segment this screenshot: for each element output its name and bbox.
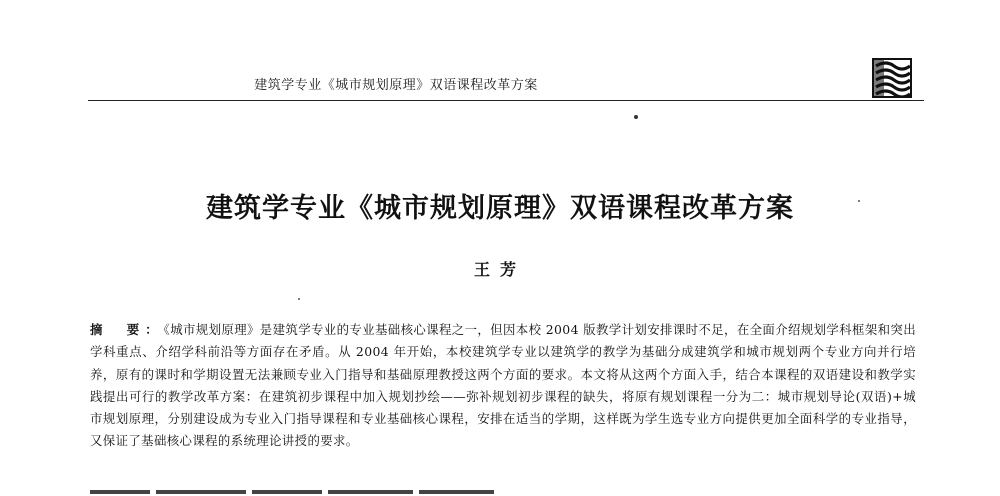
article-title: 建筑学专业《城市规划原理》双语课程改革方案 [206, 193, 794, 224]
scan-speck [298, 298, 300, 300]
journal-logo-icon [872, 58, 912, 98]
abstract-label: 摘 要： [90, 322, 164, 337]
cut-off-keywords-line [90, 486, 510, 496]
abstract [90, 319, 916, 453]
running-header: 建筑学专业《城市规划原理》双语课程改革方案 [254, 78, 538, 93]
header-rule [88, 100, 924, 101]
author-name: 王芳 [473, 260, 526, 279]
ink-dot [634, 115, 638, 119]
abstract-text: 《城市规划原理》是建筑学专业的专业基础核心课程之一，但因本校 2004 版教学计划安排课时不足，在全面介绍规划学科框架和突出学科重点、介绍学科前沿等方面存在矛盾。从 2004 年开始，本校建筑学专业以建筑学的教学为基础分成建筑学和城市规划两个专业方向并行培养，原有的课时和学期设置无法兼顾专业入门指导和基础原理教授这两个方面的要求。本文将从这两个方面入手，结合本课程的双语建设和教学实践提出可行的教学改革方案：在建筑初步课程中加入规划抄绘——弥补规划初步课程的缺失，将原有规划课程一分为二：城市规划导论(双语)+城市规划原理，分别建设成为专业入门指导课程和专业基础核心课程，安排在适当的学期，这样既为学生选专业方向提供更加全面科学的专业指导，又保证了基础核心课程的系统理论讲授的要求。 [90, 322, 917, 449]
